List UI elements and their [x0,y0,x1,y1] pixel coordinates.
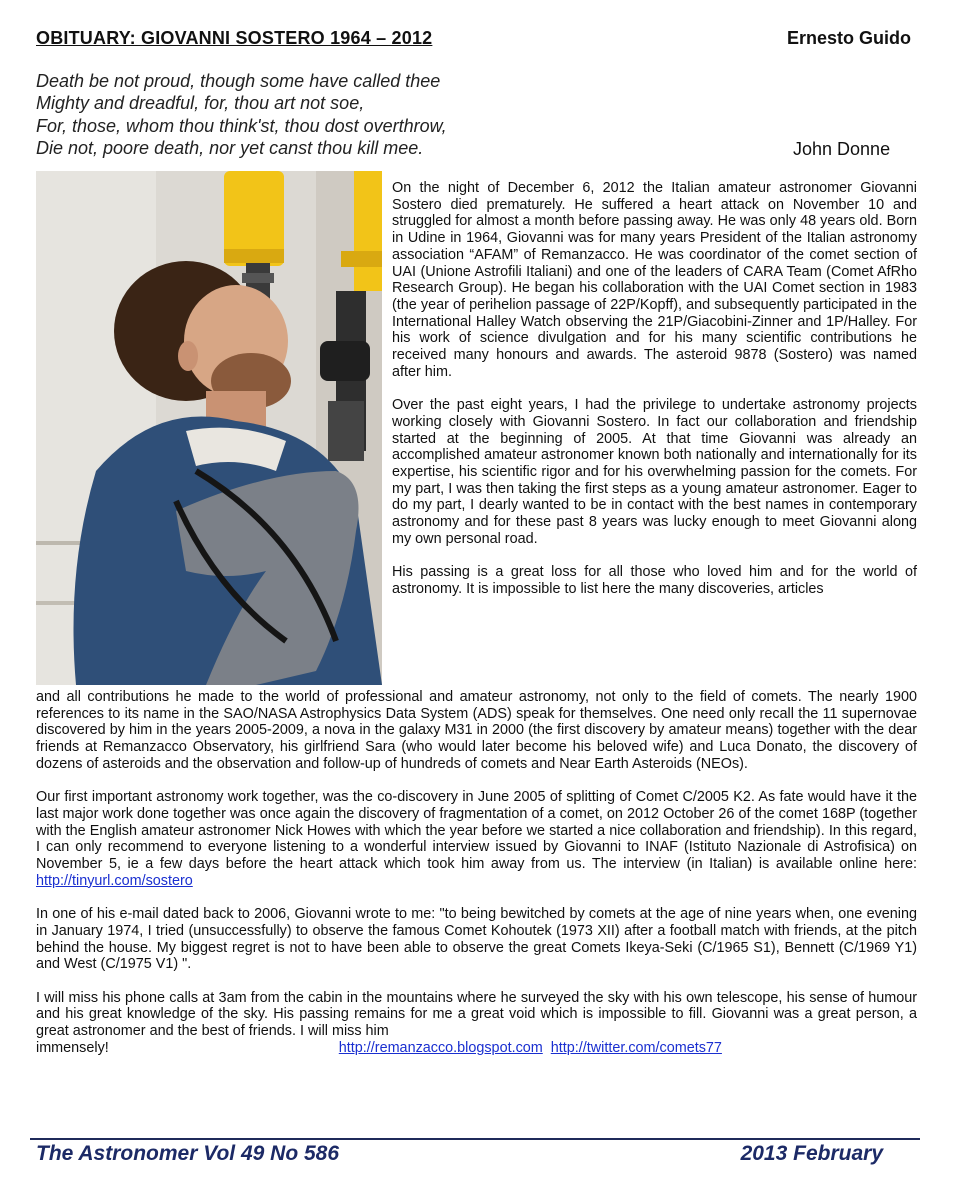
paragraph-5: In one of his e-mail dated back to 2006, Giovanni wrote to me: "to being bewitched by comets at the age of nine years when, one evening in January 1974, I tried (unsuccessfully) to observe the famous Comet Kohoutek (1973 XII) after a football match with friends, at the pitch behind the house. My biggest regret is not to have been able to observe the great Comets Ikeya-Seki (C/1965 S1), Bennett (C/1969 Y1) and West (C/1975 V1) ". [36,906,917,973]
paragraph-3-cont: and all contributions he made to the world of professional and amateur astronomy, not only to the field of comets. The nearly 1900 references to its name in the SAO/NASA Astrophysics Data System (ADS) speak for themselves. One need only recall the 11 supernovae discovered by him in the years 2005-2009, a nova in the galaxy M31 in 2000 (the first discovery by amateur means) together with the dear friends at Remanzacco Observatory, his girlfriend Sara (who would later become his beloved wife) and Luca Donato, the discovery of dozens of asteroids and the observation and follow-up of hundreds of comets and Near Earth Asteroids (NEOs). [36,689,917,772]
closing-line [36,1040,917,1057]
paragraph-4-text: Our first important astronomy work together, was the co-discovery in June 2005 of splitting of Comet C/2005 K2. As fate would have it the last major work done together was once again the discovery of fragmentation of a comet, on 2012 October 26 of the comet 168P (together with the English amateur astronomer Nick Howes with which the year before we started a nice collaboration and friendship). In this regard, I can only recommend to everyone listening to a wonderful interview issued by Giovanni to INAF (Istituto Nazionale di Astrofisica) on November 5, ie a few days before the heart attack which took him away from us. The interview (in Italian) is available online here: [36,789,917,873]
paragraph-3-start: His passing is a great loss for all those who loved him and for the world of astronomy. It is impossible to list here the many discoveries, articles [392,564,917,597]
paragraph-4 [36,789,917,889]
twitter-link[interactable]: http://twitter.com/comets77 [550,1039,722,1056]
article-title: OBITUARY: GIOVANNI SOSTERO 1964 – 2012 [36,28,433,48]
poem-line: Die not, poore death, nor yet canst thou kill mee. [36,137,424,158]
astronomer-at-telescope-image [36,171,382,685]
issue-date: 2013 February [740,1142,883,1165]
poem-line: Mighty and dreadful, for, thou art not soe, [36,93,365,114]
epigraph-poem [36,70,447,159]
paragraph-2: Over the past eight years, I had the privilege to undertake astronomy projects working closely with Giovanni Sostero. In fact our collaboration and friendship started at the beginning of 2005. At that time Giovanni was already an accomplished amateur astronomer known both nationally and internationally for its expertise, his scientific rigor and for his overwhelming passion for the comets. For my part, I was then taking the first steps as a young amateur astronomer. Eager to do my part, I dearly wanted to be in contact with the best names in contemporary astronomy and for these past 8 years was lucky enough to meet Giovanni along my own personal road. [392,397,917,547]
blog-link[interactable]: http://remanzacco.blogspot.com [338,1039,543,1056]
poem-line: Death be not proud, though some have called thee [36,71,441,91]
poem-line: For, those, whom thou think'st, thou dost overthrow, [36,115,447,136]
closing-word: immensely! [36,1039,109,1056]
article-column [392,180,917,598]
footer-divider [30,1138,920,1140]
interview-link[interactable]: http://tinyurl.com/sostero [36,872,193,889]
journal-name: The Astronomer Vol 49 No 586 [36,1142,340,1165]
portrait-photo [36,171,382,685]
paragraph-1: On the night of December 6, 2012 the Italian amateur astronomer Giovanni Sostero died prematurely. He suffered a heart attack on November 10 and struggled for almost a month before passing away. He was only 48 years old. Born in Udine in 1964, Giovanni was for many years President of the Italian astronomy association “AFAM” of Remanzacco. He was coordinator of the comet section of UAI (Unione Astrofili Italiani) and one of the leaders of CARA Team (Comet AfRho Research Group). He began his collaboration with the UAI Comet section in 1983 (the year of perihelion passage of 22P/Kopff), and subsequently participated in the International Halley Watch observing the 21P/Giacobini-Zinner and 1P/Halley. For his work of science divulgation and for his many scientific contributions he received many honours and awards. The asteroid 9878 (Sostero) was named after him. [392,180,917,380]
article-author: Ernesto Guido [786,28,911,48]
article-full-width [36,689,917,1056]
poem-author: John Donne [793,139,891,159]
paragraph-6: I will miss his phone calls at 3am from the cabin in the mountains where he surveyed the sky with his own telescope, his sense of humour and his great knowledge of the sky. His passing remains for me a great void which is impossible to fill. Giovanni was a great person, a great astronomer and the best of friends. I will miss him [36,989,917,1040]
